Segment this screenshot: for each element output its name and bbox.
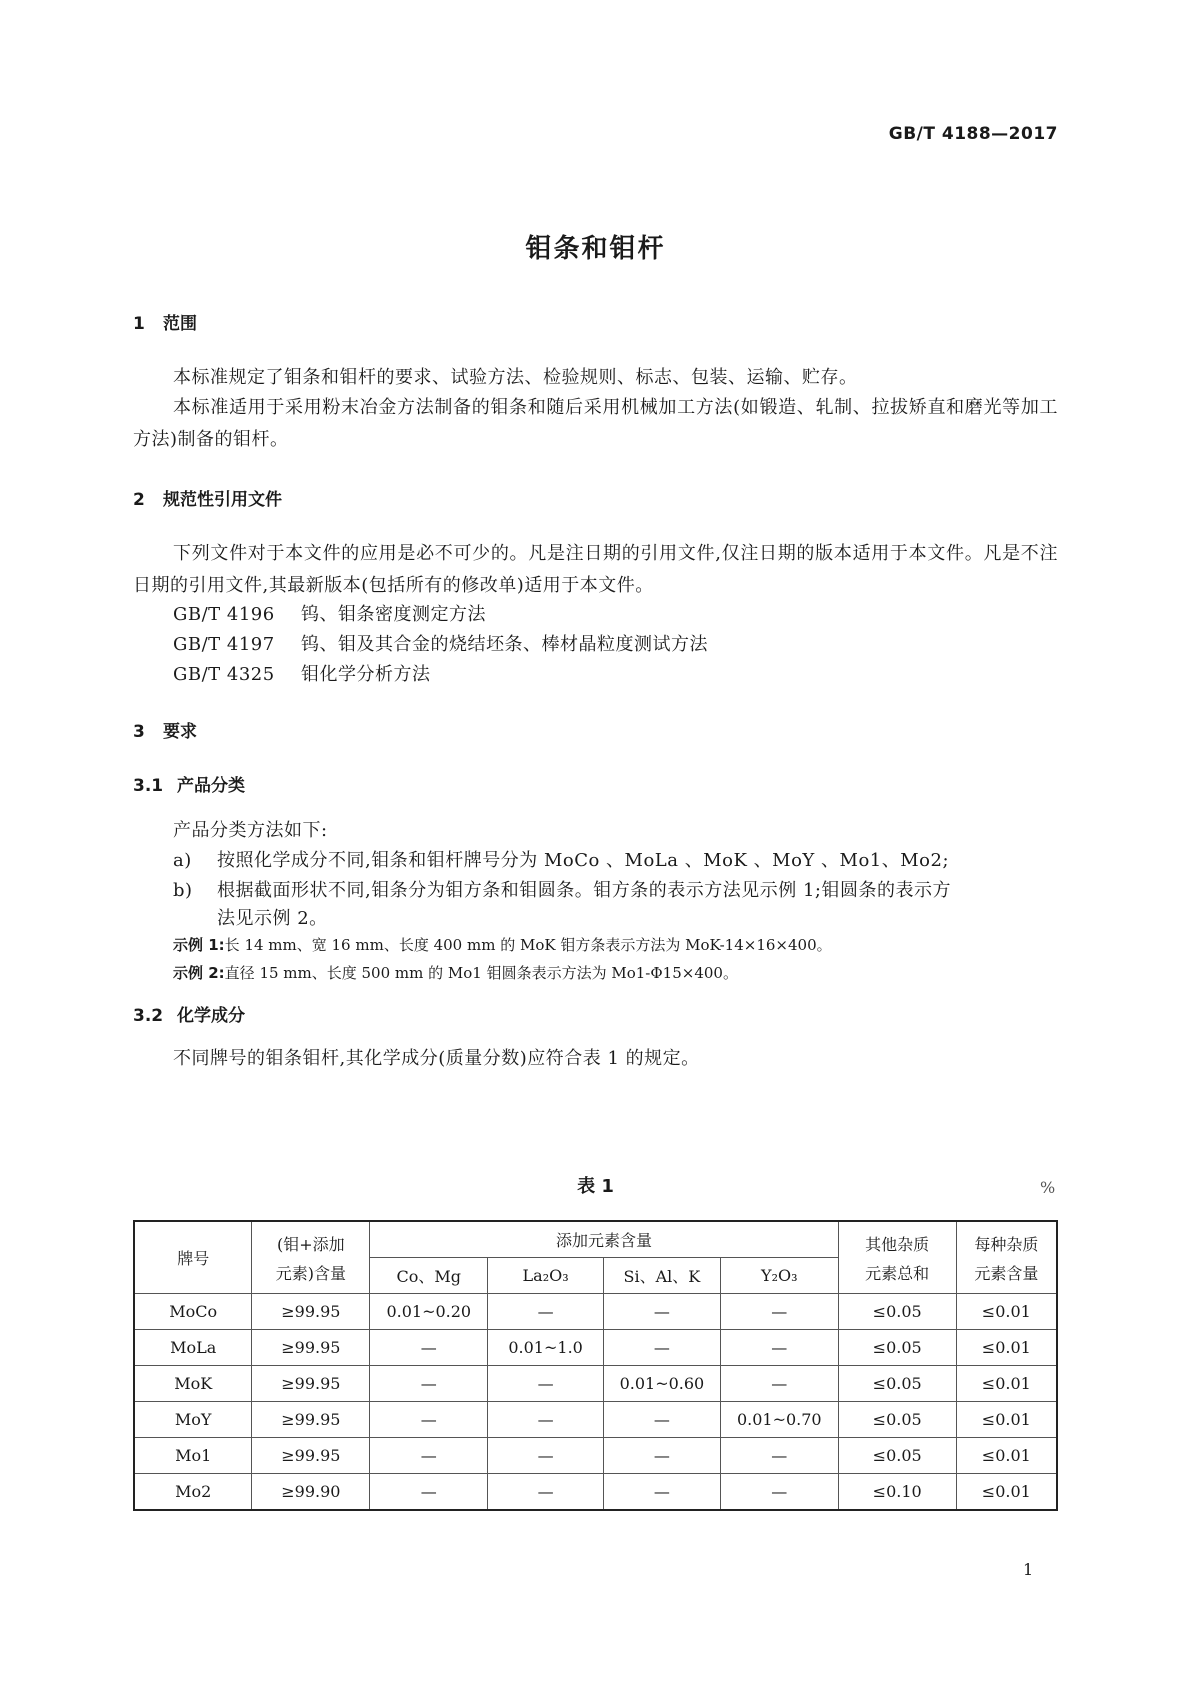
table-cell: —: [370, 1438, 488, 1474]
reference-item: [173, 660, 431, 686]
table-cell: ≥99.95: [252, 1402, 370, 1438]
section-title: 化学成分: [177, 1006, 245, 1026]
section-title: 要求: [163, 722, 197, 742]
table-cell: ≤0.10: [838, 1474, 956, 1511]
section-title: 规范性引用文件: [163, 490, 282, 510]
list-marker: a): [173, 850, 192, 871]
table-cell: 0.01~0.60: [603, 1366, 720, 1402]
table-cell: ≥99.95: [252, 1330, 370, 1366]
table-cell: ≤0.01: [956, 1402, 1057, 1438]
example-2: [173, 962, 738, 983]
table-cell: ≤0.05: [838, 1402, 956, 1438]
section-title: 产品分类: [177, 776, 245, 796]
table-cell: ≥99.95: [252, 1438, 370, 1474]
header-la2o3: La₂O₃: [488, 1258, 604, 1294]
section-3-heading: [133, 717, 197, 742]
table-cell: —: [720, 1438, 838, 1474]
table-cell: 0.01~0.70: [720, 1402, 838, 1438]
table-cell: ≤0.01: [956, 1366, 1057, 1402]
header-each-impurity: [956, 1221, 1057, 1294]
section-1-paragraph-2: 本标准适用于采用粉末冶金方法制备的钼条和随后采用机械加工方法(如锻造、轧制、拉拔矫直和磨光等加工方法)制备的钼杆。: [133, 397, 1058, 450]
table-cell: ≥99.95: [252, 1366, 370, 1402]
section-2-heading: [133, 485, 282, 510]
table-cell: ≤0.05: [838, 1366, 956, 1402]
example-label: 示例 1:: [173, 936, 225, 954]
table-cell: —: [370, 1366, 488, 1402]
table-cell: ≤0.01: [956, 1474, 1057, 1511]
table-cell: —: [488, 1402, 604, 1438]
section-title: 范围: [163, 314, 197, 334]
reference-code: GB/T 4196: [173, 604, 275, 625]
table-cell: MoY: [134, 1402, 252, 1438]
section-3-1-heading: [133, 771, 245, 796]
section-number: 2: [133, 490, 145, 510]
reference-code: GB/T 4325: [173, 664, 275, 685]
table-cell: —: [720, 1366, 838, 1402]
header-y2o3: Y₂O₃: [720, 1258, 838, 1294]
reference-title: 钼化学分析方法: [301, 664, 431, 685]
reference-code: GB/T 4197: [173, 634, 275, 655]
table-cell: —: [603, 1402, 720, 1438]
example-label: 示例 2:: [173, 964, 225, 982]
table-cell: —: [603, 1438, 720, 1474]
table-cell: —: [603, 1474, 720, 1511]
table-cell: —: [720, 1294, 838, 1330]
header-si-al-k: Si、Al、K: [603, 1258, 720, 1294]
table-cell: ≥99.95: [252, 1294, 370, 1330]
section-3-2-paragraph: 不同牌号的钼条钼杆,其化学成分(质量分数)应符合表 1 的规定。: [173, 1048, 700, 1069]
example-text: 直径 15 mm、长度 500 mm 的 Mo1 钼圆条表示方法为 Mo1-Φ15×400。: [224, 964, 738, 982]
table-cell: ≤0.05: [838, 1294, 956, 1330]
chemical-composition-table: [133, 1220, 1058, 1511]
table-cell: —: [488, 1438, 604, 1474]
table-cell: ≤0.01: [956, 1438, 1057, 1474]
header-co-mg: Co、Mg: [370, 1258, 488, 1294]
section-number: 1: [133, 314, 145, 334]
table-cell: Mo2: [134, 1474, 252, 1511]
list-item: [173, 846, 949, 872]
list-item-continuation: 法见示例 2。: [217, 908, 328, 929]
header-line: 元素总和: [865, 1263, 930, 1283]
header-other-impurities: [838, 1221, 956, 1294]
table-cell: —: [370, 1330, 488, 1366]
table-cell: 0.01~0.20: [370, 1294, 488, 1330]
table-cell: —: [488, 1294, 604, 1330]
header-mo-content: [252, 1221, 370, 1294]
header-line: 元素含量: [974, 1263, 1039, 1283]
reference-item: [173, 600, 486, 626]
table-cell: MoCo: [134, 1294, 252, 1330]
table-cell: —: [720, 1474, 838, 1511]
table-row: [134, 1366, 1057, 1402]
header-line: 元素)含量: [275, 1263, 346, 1283]
standard-code: GB/T 4188—2017: [888, 124, 1058, 144]
table-row: [134, 1438, 1057, 1474]
table-unit: %: [1040, 1178, 1056, 1197]
table-cell: —: [488, 1474, 604, 1511]
page-number: 1: [1023, 1560, 1034, 1579]
header-line: 其他杂质: [865, 1234, 930, 1254]
table-row: [134, 1294, 1057, 1330]
example-text: 长 14 mm、宽 16 mm、长度 400 mm 的 MoK 钼方条表示方法为 MoK-14×16×400。: [224, 936, 832, 954]
example-1: [173, 934, 832, 955]
table-cell: —: [603, 1294, 720, 1330]
reference-title: 钨、钼及其合金的烧结坯条、棒材晶粒度测试方法: [301, 634, 708, 655]
classification-intro: 产品分类方法如下:: [173, 820, 328, 841]
table-cell: 0.01~1.0: [488, 1330, 604, 1366]
section-1-heading: [133, 309, 197, 334]
table-cell: ≥99.90: [252, 1474, 370, 1511]
table-cell: Mo1: [134, 1438, 252, 1474]
list-marker: b): [173, 880, 193, 901]
section-number: 3.1: [133, 776, 164, 796]
section-2-paragraph-1: 下列文件对于本文件的应用是必不可少的。凡是注日期的引用文件,仅注日期的版本适用于本文件。凡是不注日期的引用文件,其最新版本(包括所有的修改单)适用于本文件。: [133, 543, 1058, 596]
table-cell: —: [603, 1330, 720, 1366]
table-cell: MoK: [134, 1366, 252, 1402]
table-cell: ≤0.05: [838, 1330, 956, 1366]
document-title: 钼条和钼杆: [525, 234, 666, 264]
header-line: (钼+添加: [277, 1234, 345, 1254]
section-3-2-heading: [133, 1001, 245, 1026]
table-cell: ≤0.05: [838, 1438, 956, 1474]
header-added-elements: 添加元素含量: [370, 1221, 838, 1258]
section-1-paragraph-1: 本标准规定了钼条和钼杆的要求、试验方法、检验规则、标志、包装、运输、贮存。: [173, 367, 858, 388]
table-cell: —: [720, 1330, 838, 1366]
section-number: 3.2: [133, 1006, 164, 1026]
table-cell: —: [488, 1366, 604, 1402]
table-caption: 表 1: [577, 1176, 614, 1197]
list-item: [173, 876, 951, 902]
header-grade: 牌号: [134, 1221, 252, 1294]
header-line: 每种杂质: [974, 1234, 1039, 1254]
table-cell: MoLa: [134, 1330, 252, 1366]
table-cell: ≤0.01: [956, 1294, 1057, 1330]
table-row: [134, 1474, 1057, 1511]
table-cell: —: [370, 1474, 488, 1511]
list-text: 按照化学成分不同,钼条和钼杆牌号分为 MoCo 、MoLa 、MoK 、MoY 、Mo1、Mo2;: [217, 850, 950, 871]
reference-title: 钨、钼条密度测定方法: [301, 604, 486, 625]
section-number: 3: [133, 722, 145, 742]
reference-item: [173, 630, 708, 656]
table-cell: —: [370, 1402, 488, 1438]
table-row: [134, 1402, 1057, 1438]
table-row: [134, 1330, 1057, 1366]
table-cell: ≤0.01: [956, 1330, 1057, 1366]
list-text: 根据截面形状不同,钼条分为钼方条和钼圆条。钼方条的表示方法见示例 1;钼圆条的表示方: [217, 880, 951, 901]
